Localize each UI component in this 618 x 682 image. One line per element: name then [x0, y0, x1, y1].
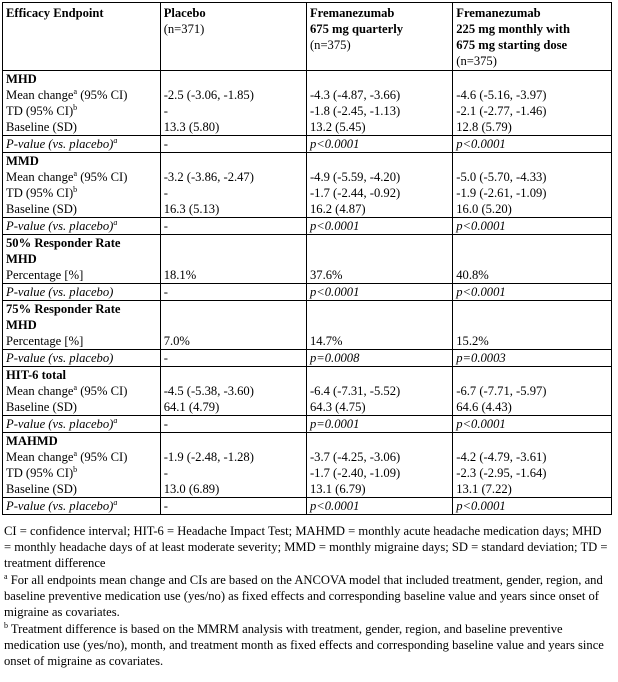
table-row: P-value (vs. placebo)$^a$ - p=0.0001 p<0.0001	[3, 416, 612, 433]
header-endpoint: Efficacy Endpoint	[3, 3, 161, 71]
mhd-monthly: -4.6 (-5.16, -3.97) -2.1 (-2.77, -1.46) 12.8 (5.79)	[453, 71, 612, 136]
mhd-labels: MHD Mean change$^a$ (95% CI) TD (95% CI)$^b$ Baseline (SD)	[3, 71, 161, 136]
header-monthly: Fremanezumab 225 mg monthly with 675 mg starting dose (n=375)	[453, 3, 612, 71]
section-title: 75% Responder Rate	[6, 302, 121, 316]
section-title: MHD	[6, 72, 37, 86]
mahmd-labels: MAHMD Mean change$^a$ (95% CI) TD (95% CI)$^b$ Baseline (SD)	[3, 433, 161, 498]
r75-labels: 75% Responder Rate MHD Percentage [%]	[3, 301, 161, 350]
mhd-quarterly: -4.3 (-4.87, -3.66) -1.8 (-2.45, -1.13) 13.2 (5.45)	[306, 71, 452, 136]
footnote-abbreviations: CI = confidence interval; HIT-6 = Headache Impact Test; MAHMD = monthly acute headache medication days; MHD = monthly headache days of at least moderate severity; MMD = monthly migraine days; SD = standard deviation; TD = treatment difference	[4, 524, 608, 570]
table-row: P-value (vs. placebo)$^a$ - p<0.0001 p<0.0001	[3, 498, 612, 515]
mmd-quarterly: -4.9 (-5.59, -4.20) -1.7 (-2.44, -0.92) 16.2 (4.87)	[306, 153, 452, 218]
table-row	[3, 153, 612, 218]
header-placebo: Placebo (n=371)	[160, 3, 306, 71]
efficacy-table	[2, 2, 612, 515]
section-title: MMD	[6, 154, 39, 168]
table-row: P-value (vs. placebo) - p<0.0001 p<0.0001	[3, 284, 612, 301]
footnote-b: $^b$ Treatment difference is based on the MMRM analysis with treatment, gender, region, and baseline preventive medication use (yes/no), month, and treatment month as fixed effects and corresponding baseline value and years since onset of migraine as covariates.	[4, 620, 604, 668]
table-header-row	[3, 3, 612, 71]
section-title: HIT-6 total	[6, 368, 67, 382]
mmd-placebo: -3.2 (-3.86, -2.47) - 16.3 (5.13)	[160, 153, 306, 218]
table-footnotes	[4, 523, 608, 669]
table-row: P-value (vs. placebo) - p=0.0008 p=0.0003	[3, 350, 612, 367]
table-row: 50% Responder Rate MHD Percentage [%] 18.1% 37.6% 40.8%	[3, 235, 612, 284]
table-row: P-value (vs. placebo)$^a$ - p<0.0001 p<0.0001	[3, 218, 612, 235]
table-row	[3, 71, 612, 136]
header-quarterly: Fremanezumab 675 mg quarterly (n=375)	[306, 3, 452, 71]
mmd-monthly: -5.0 (-5.70, -4.33) -1.9 (-2.61, -1.09) 16.0 (5.20)	[453, 153, 612, 218]
r50-labels: 50% Responder Rate MHD Percentage [%]	[3, 235, 161, 284]
section-title: 50% Responder Rate	[6, 236, 121, 250]
mmd-labels: MMD Mean change$^a$ (95% CI) TD (95% CI)$^b$ Baseline (SD)	[3, 153, 161, 218]
mhd-placebo: -2.5 (-3.06, -1.85) - 13.3 (5.80)	[160, 71, 306, 136]
hit6-labels: HIT-6 total Mean change$^a$ (95% CI) Baseline (SD)	[3, 367, 161, 416]
footnote-a: $^a$ For all endpoints mean change and CIs are based on the ANCOVA model that included treatment, gender, region, and baseline preventive medication use (yes/no) as fixed effects and corresponding baseline value and years since onset of migraine as covariates.	[4, 571, 603, 619]
table-row: 75% Responder Rate MHD Percentage [%] 7.0% 14.7% 15.2%	[3, 301, 612, 350]
table-row: P-value (vs. placebo)$^a$ - p<0.0001 p<0.0001	[3, 136, 612, 153]
table-row: MAHMD Mean change$^a$ (95% CI) TD (95% CI)$^b$ Baseline (SD) -1.9 (-2.48, -1.28) - 13.0 (6.89) -3.7 (-4.25, -3.06) -1.7 (-2.40, -1.09) 13.1 (6.79) -4.2 (-4.79, -3.61) -2.3 (-2.95, -1.64) 13.1 (7.22)	[3, 433, 612, 498]
table-row: HIT-6 total Mean change$^a$ (95% CI) Baseline (SD) -4.5 (-5.38, -3.60) 64.1 (4.79) -6.4 (-7.31, -5.52) 64.3 (4.75) -6.7 (-7.71, -5.97) 64.6 (4.43)	[3, 367, 612, 416]
section-title: MAHMD	[6, 434, 58, 448]
